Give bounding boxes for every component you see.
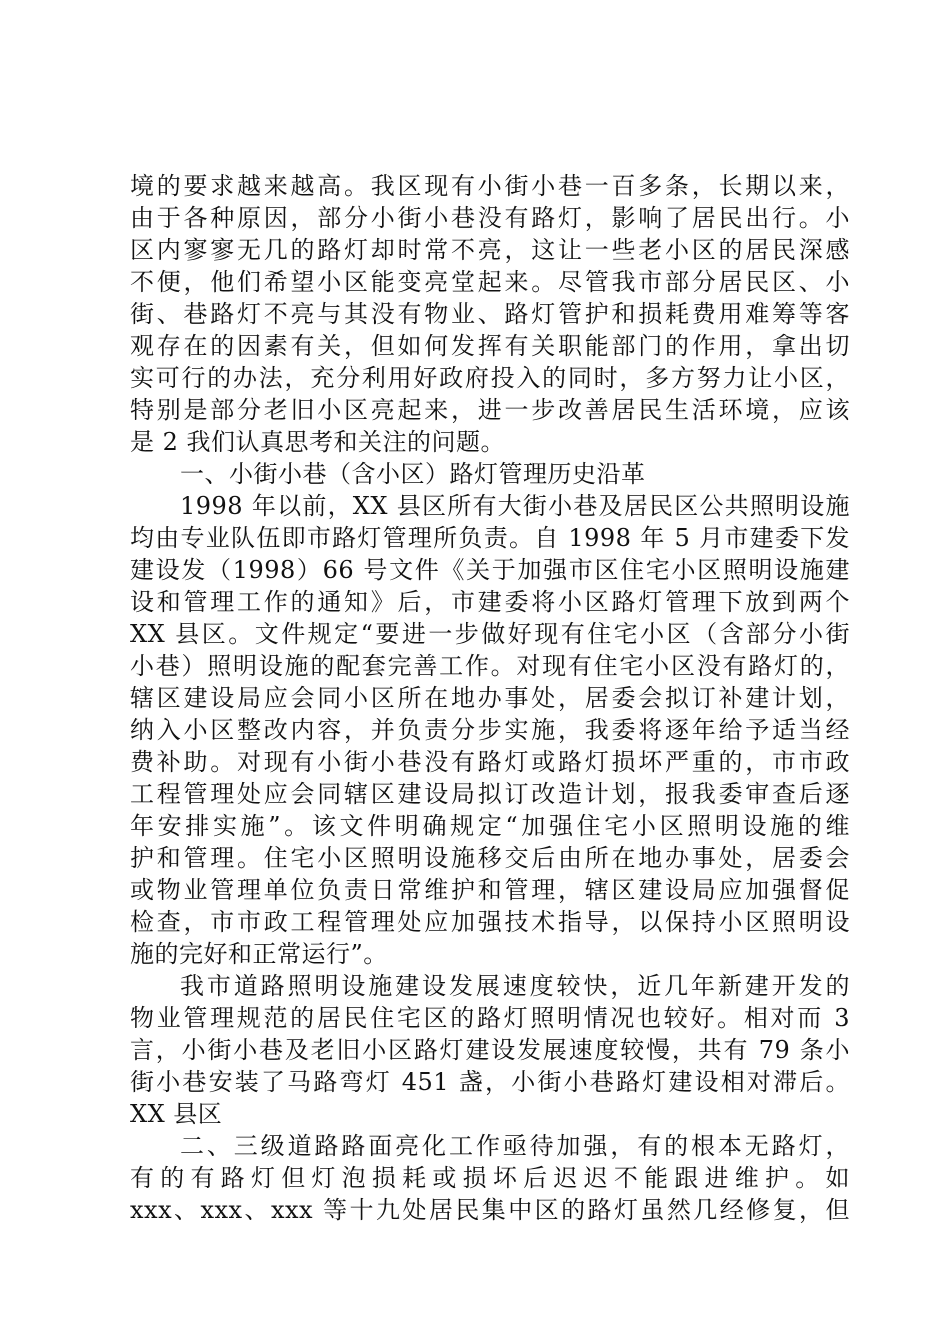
text-line: 是 2 我们认真思考和关注的问题。 <box>130 428 506 456</box>
text-line: 有的有路灯但灯泡损耗或损坏后迟迟不能跟进维护。如 <box>130 1164 850 1192</box>
text-line: 1998 年以前，XX 县区所有大街小巷及居民区公共照明设施 <box>180 492 850 520</box>
text-line: 辖区建设局应会同小区所在地办事处，居委会拟订补建计划， <box>130 684 850 712</box>
text-line: 工程管理处应会同辖区建设局拟订改造计划，报我委审查后逐 <box>130 780 850 808</box>
text-line: XX 县区。文件规定“要进一步做好现有住宅小区（含部分小街 <box>130 620 850 648</box>
text-line: 实可行的办法，充分利用好政府投入的同时，多方努力让小区， <box>130 364 850 392</box>
text-line: XX 县区 <box>130 1100 223 1128</box>
text-line: 或物业管理单位负责日常维护和管理，辖区建设局应加强督促 <box>130 876 850 904</box>
text-line: 一、小街小巷（含小区）路灯管理历史沿革 <box>180 460 646 488</box>
text-line: 言，小街小巷及老旧小区路灯建设发展速度较慢，共有 79 条小 <box>130 1036 850 1064</box>
text-line: 境的要求越来越高。我区现有小街小巷一百多条，长期以来， <box>130 172 850 200</box>
text-line: 不便，他们希望小区能变亮堂起来。尽管我市部分居民区、小 <box>130 268 850 296</box>
text-line: 年安排实施”。该文件明确规定“加强住宅小区照明设施的维 <box>130 812 850 840</box>
text-line: xxx、xxx、xxx 等十九处居民集中区的路灯虽然几经修复，但 <box>130 1196 850 1224</box>
text-line: 设和管理工作的通知》后，市建委将小区路灯管理下放到两个 <box>130 588 850 616</box>
text-line: 纳入小区整改内容，并负责分步实施，我委将逐年给予适当经 <box>130 716 850 744</box>
text-line: 街小巷安装了马路弯灯 451 盏，小街小巷路灯建设相对滞后。 <box>130 1068 850 1096</box>
text-line: 区内寥寥无几的路灯却时常不亮，这让一些老小区的居民深感 <box>130 236 850 264</box>
text-line: 均由专业队伍即市路灯管理所负责。自 1998 年 5 月市建委下发 <box>130 524 850 552</box>
text-line: 由于各种原因，部分小街小巷没有路灯，影响了居民出行。小 <box>130 204 850 232</box>
text-line: 观存在的因素有关，但如何发挥有关职能部门的作用，拿出切 <box>130 332 850 360</box>
text-line: 费补助。对现有小街小巷没有路灯或路灯损坏严重的，市市政 <box>130 748 850 776</box>
text-line: 物业管理规范的居民住宅区的路灯照明情况也较好。相对而 3 <box>130 1004 850 1032</box>
text-line: 特别是部分老旧小区亮起来，进一步改善居民生活环境，应该 <box>130 396 850 424</box>
text-line: 施的完好和正常运行”。 <box>130 940 388 968</box>
text-line: 护和管理。住宅小区照明设施移交后由所在地办事处，居委会 <box>130 844 850 872</box>
text-line: 街、巷路灯不亮与其没有物业、路灯管护和损耗费用难筹等客 <box>130 300 850 328</box>
text-line: 检查，市市政工程管理处应加强技术指导，以保持小区照明设 <box>130 908 850 936</box>
text-line: 二、三级道路路面亮化工作亟待加强，有的根本无路灯， <box>180 1132 850 1160</box>
text-line: 小巷）照明设施的配套完善工作。对现有住宅小区没有路灯的， <box>130 652 850 680</box>
text-line: 我市道路照明设施建设发展速度较快，近几年新建开发的 <box>180 972 850 1000</box>
body-text <box>130 170 850 1226</box>
text-line: 建设发（1998）66 号文件《关于加强市区住宅小区照明设施建 <box>130 556 850 584</box>
